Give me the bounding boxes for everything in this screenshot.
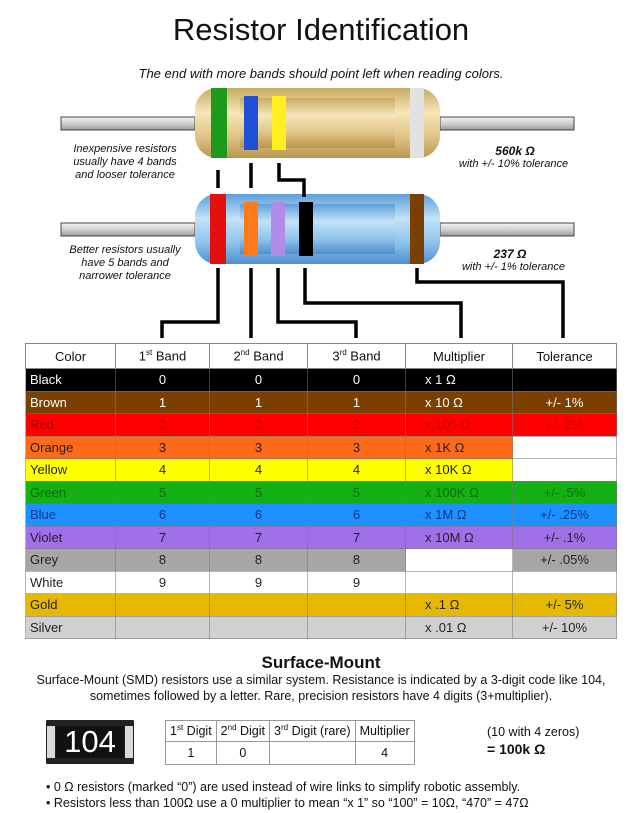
- smd-code-table: [165, 720, 415, 765]
- table-cell-color: Silver: [26, 616, 116, 639]
- band-green: [211, 88, 227, 158]
- table-cell-mult: [406, 571, 513, 594]
- smd-column-header-post: Digit: [236, 724, 266, 739]
- column-header: [210, 344, 308, 369]
- table-cell-color: Orange: [26, 436, 116, 459]
- table-row-red: [26, 414, 617, 437]
- smd-column-header-sup: rd: [280, 723, 289, 733]
- table-cell-b3: [308, 616, 406, 639]
- smd-column-header-sup: nd: [227, 723, 237, 733]
- table-cell-color: Grey: [26, 549, 116, 572]
- table-cell-mult: x 1 Ω: [406, 369, 513, 392]
- table-cell-tol: +/- .25%: [513, 504, 617, 527]
- band-violet: [271, 202, 285, 256]
- smd-note: (10 with 4 zeros): [487, 725, 580, 739]
- smd-column-header: [166, 721, 217, 742]
- smd-chip: [46, 720, 134, 764]
- resistor4-value: 560k Ω: [495, 144, 535, 158]
- smd-value-cell: 0: [216, 742, 269, 765]
- column-header-text: Tolerance: [536, 348, 593, 364]
- table-cell-b3: [308, 594, 406, 617]
- table-cell-b2: 5: [210, 481, 308, 504]
- table-cell-b2: 6: [210, 504, 308, 527]
- smd-title: Surface-Mount: [261, 653, 381, 672]
- table-cell-tol: +/- .05%: [513, 549, 617, 572]
- column-header-pre: 1: [138, 348, 146, 364]
- lead-left-5: [61, 223, 195, 236]
- table-cell-b2: 7: [210, 526, 308, 549]
- smd-value-cell: 1: [166, 742, 217, 765]
- resistor5-note-line: narrower tolerance: [79, 270, 171, 282]
- table-cell-mult: x 10 Ω: [406, 391, 513, 414]
- table-cell-mult: x 1M Ω: [406, 504, 513, 527]
- resistor4-note-line: Inexpensive resistors: [73, 143, 177, 155]
- table-cell-mult: x 1K Ω: [406, 436, 513, 459]
- table-cell-b3: 8: [308, 549, 406, 572]
- table-cell-mult: x .1 Ω: [406, 594, 513, 617]
- table-cell-b1: 9: [116, 571, 210, 594]
- smd-column-header-pre: 1: [170, 724, 177, 739]
- lead-right-5: [440, 223, 574, 236]
- table-cell-color: Black: [26, 369, 116, 392]
- smd-column-header: [216, 721, 269, 742]
- column-header: [308, 344, 406, 369]
- band-silver: [410, 88, 424, 158]
- table-cell-tol: +/- 10%: [513, 616, 617, 639]
- table-cell-b3: 0: [308, 369, 406, 392]
- table-cell-b3: 3: [308, 436, 406, 459]
- smd-description: Surface-Mount (SMD) resistors use a similar system. Resistance is indicated by a 3-digit code like 104, sometimes followed by a letter. Rare, precision resistors have 4 digits (3+multiplier).: [36, 673, 606, 703]
- table-cell-mult: x 100K Ω: [406, 481, 513, 504]
- table-cell-b3: 2: [308, 414, 406, 437]
- table-cell-b1: 1: [116, 391, 210, 414]
- column-header-post: Band: [152, 348, 187, 364]
- table-cell-b1: 4: [116, 459, 210, 482]
- table-cell-b1: 5: [116, 481, 210, 504]
- resistor5-note-line: Better resistors usually: [69, 244, 181, 256]
- smd-bullets: [46, 779, 529, 811]
- smd-result: = 100k Ω: [487, 741, 546, 757]
- table-row-black: [26, 369, 617, 392]
- column-header-text: Color: [54, 348, 87, 364]
- smd-value-cell: [270, 742, 356, 765]
- resistor5-note: [55, 244, 195, 283]
- bullet-item: • Resistors less than 100Ω use a 0 multiplier to mean “x 1” so “100” = 10Ω, “470” = 47Ω: [46, 796, 529, 810]
- table-cell-tol: +/- .5%: [513, 481, 617, 504]
- table-cell-b1: [116, 594, 210, 617]
- table-body: [26, 369, 617, 639]
- column-header-post: Band: [346, 348, 381, 364]
- table-cell-b1: 2: [116, 414, 210, 437]
- table-cell-mult: x 100 Ω: [406, 414, 513, 437]
- table-cell-color: Gold: [26, 594, 116, 617]
- table-cell-b2: 4: [210, 459, 308, 482]
- table-row-silver: [26, 616, 617, 639]
- table-cell-tol: +/- 1%: [513, 391, 617, 414]
- table-cell-b1: 8: [116, 549, 210, 572]
- smd-value-cell: 4: [355, 742, 414, 765]
- table-cell-b2: [210, 594, 308, 617]
- smd-value-row: [166, 742, 415, 765]
- resistor4-note-line: and looser tolerance: [75, 169, 175, 181]
- column-header: [406, 344, 513, 369]
- table-cell-tol: [513, 571, 617, 594]
- table-cell-b1: 6: [116, 504, 210, 527]
- table-row-grey: [26, 549, 617, 572]
- band-brown: [410, 194, 424, 264]
- page-subtitle: The end with more bands should point left when reading colors.: [138, 66, 504, 81]
- table-cell-mult: x .01 Ω: [406, 616, 513, 639]
- page-title: Resistor Identification: [172, 12, 470, 47]
- table-cell-color: Red: [26, 414, 116, 437]
- smd-column-header-post: Digit: [183, 724, 212, 739]
- table-row-white: [26, 571, 617, 594]
- table-cell-tol: +/- .1%: [513, 526, 617, 549]
- table-cell-color: Green: [26, 481, 116, 504]
- column-header-text: Multiplier: [432, 348, 485, 364]
- resistor4-note: [55, 143, 195, 182]
- chip-end-cap: [125, 726, 133, 758]
- table-cell-b3: 7: [308, 526, 406, 549]
- smd-column-header: [270, 721, 356, 742]
- table-row-orange: [26, 436, 617, 459]
- table-cell-b3: 6: [308, 504, 406, 527]
- band-yellow: [272, 96, 286, 150]
- smd-column-header-post: Digit (rare): [288, 724, 351, 739]
- smd-header-row: [166, 721, 415, 742]
- column-header: [26, 344, 116, 369]
- table-cell-tol: +/- 2%: [513, 414, 617, 437]
- table-cell-tol: +/- 5%: [513, 594, 617, 617]
- table-cell-tol: [513, 459, 617, 482]
- band-orange: [244, 202, 258, 256]
- table-cell-tol: [513, 369, 617, 392]
- table-cell-b3: 9: [308, 571, 406, 594]
- column-header-pre: 2: [233, 348, 241, 364]
- table-cell-color: Blue: [26, 504, 116, 527]
- table-cell-b1: 0: [116, 369, 210, 392]
- table-cell-color: White: [26, 571, 116, 594]
- table-cell-tol: [513, 436, 617, 459]
- bullet-item: • 0 Ω resistors (marked “0”) are used instead of wire links to simplify robotic assembly.: [46, 780, 521, 794]
- smd-column-header-sup: st: [176, 723, 184, 733]
- table-cell-b3: 5: [308, 481, 406, 504]
- smd-column-header-pre: 3: [274, 724, 281, 739]
- column-header-post: Band: [249, 348, 284, 364]
- smd-column-header: [355, 721, 414, 742]
- column-header-sup: rd: [339, 348, 347, 358]
- table-cell-b2: 9: [210, 571, 308, 594]
- column-header-sup: st: [146, 348, 153, 358]
- resistor5-value: 237 Ω: [493, 247, 527, 261]
- table-cell-b1: [116, 616, 210, 639]
- table-cell-b1: 3: [116, 436, 210, 459]
- table-cell-b2: 8: [210, 549, 308, 572]
- table-cell-mult: x 10M Ω: [406, 526, 513, 549]
- column-header: [513, 344, 617, 369]
- smd-column-header-text: Multiplier: [359, 724, 410, 738]
- table-cell-b2: 0: [210, 369, 308, 392]
- resistor5-tolerance: with +/- 1% tolerance: [461, 261, 566, 273]
- resistor4-tolerance: with +/- 10% tolerance: [458, 158, 569, 170]
- table-cell-b2: 3: [210, 436, 308, 459]
- table-cell-mult: [406, 549, 513, 572]
- table-cell-b3: 1: [308, 391, 406, 414]
- table-cell-color: Yellow: [26, 459, 116, 482]
- chip-end-cap: [47, 726, 55, 758]
- table-row-violet: [26, 526, 617, 549]
- lead-right-4: [440, 117, 574, 130]
- color-code-table: [25, 343, 617, 639]
- column-header-pre: 3: [332, 348, 340, 364]
- table-row-green: [26, 481, 617, 504]
- table-row-yellow: [26, 459, 617, 482]
- band-red: [210, 194, 226, 264]
- table-cell-b2: 2: [210, 414, 308, 437]
- table-row-blue: [26, 504, 617, 527]
- smd-column-header-pre: 2: [220, 724, 228, 739]
- table-cell-mult: x 10K Ω: [406, 459, 513, 482]
- table-row-brown: [26, 391, 617, 414]
- band-blue: [244, 96, 258, 150]
- table-cell-color: Brown: [26, 391, 116, 414]
- table-cell-color: Violet: [26, 526, 116, 549]
- column-header: [116, 344, 210, 369]
- resistor4-note-line: usually have 4 bands: [73, 156, 177, 168]
- table-row-gold: [26, 594, 617, 617]
- table-header-row: [26, 344, 617, 369]
- table-cell-b3: 4: [308, 459, 406, 482]
- table-cell-b2: [210, 616, 308, 639]
- resistor5-note-line: have 5 bands and: [81, 257, 169, 269]
- column-header-sup: nd: [240, 348, 250, 358]
- lead-left-4: [61, 117, 195, 130]
- chip-code: 104: [56, 726, 124, 758]
- band-black: [299, 202, 313, 256]
- table-cell-b2: 1: [210, 391, 308, 414]
- table-cell-b1: 7: [116, 526, 210, 549]
